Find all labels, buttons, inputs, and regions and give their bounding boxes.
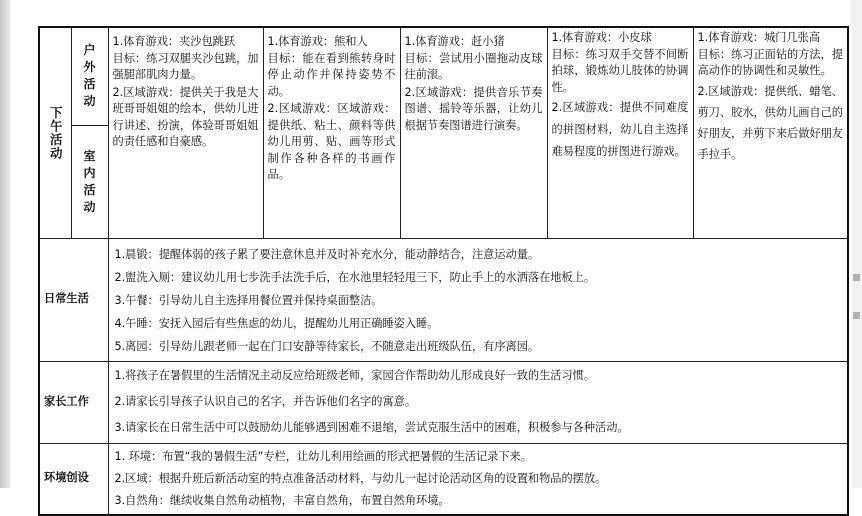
sports-game: 1.体育游戏：城门几张高 <box>697 31 821 44</box>
parents-row <box>39 361 848 443</box>
afternoon-row-outdoor <box>39 27 848 125</box>
list-item: 3.自然角：继续收集自然角动植物，丰富自然角，布置自然角环境。 <box>114 493 450 507</box>
sports-goal: 目标：练习双腿夹沙包跳，加强腿部肌肉力量。 <box>112 51 259 81</box>
parents-header <box>39 361 108 443</box>
activity-day-2 <box>263 27 400 238</box>
environment-content <box>108 443 848 515</box>
sports-goal: 目标：练习正面钻的方法，提高动作的协调性和灵敏性。 <box>697 47 843 77</box>
daily-life-content <box>108 238 848 361</box>
activity-day-5 <box>693 27 848 238</box>
weekly-plan-table <box>38 26 849 516</box>
list-item: 3.请家长在日常生活中可以鼓励幼儿能够遇到困难不退缩，尝试克服生活中的困难，积极参与各种活动。 <box>114 420 629 434</box>
document-page <box>38 26 852 507</box>
area-game: 2.区域游戏：提供关于我是大班哥哥姐姐的绘本，供幼儿进行讲述、扮演，体验哥哥姐姐的责任感和自豪感。 <box>112 85 259 148</box>
activity-day-1 <box>108 27 263 238</box>
scrollbar-marker <box>853 274 860 281</box>
area-game: 2.区域游戏：提供纸、蜡笔、剪刀、胶水，供幼儿画自己的好朋友，并剪下来后做好朋友手拉手。 <box>697 84 843 161</box>
area-game: 2.区域游戏：提供音乐节奏图谱、摇铃等乐器，让幼儿根据节奏图谱进行演奏。 <box>404 85 543 132</box>
list-item: 1. 环境：布置“我的暑假生活”专栏，让幼儿利用绘画的形式把暑假的生活记录下来。 <box>114 449 532 463</box>
environment-label: 环境创设 <box>44 471 89 485</box>
environment-header <box>39 443 108 515</box>
sports-game: 1.体育游戏：小皮球 <box>551 31 652 44</box>
window-left-edge <box>0 0 10 488</box>
indoor-header <box>71 125 108 238</box>
list-item: 5.离园：引导幼儿跟老师一起在门口安静等待家长，不随意走出班级队伍，有序离园。 <box>114 340 540 354</box>
daily-life-label: 日常生活 <box>44 292 89 306</box>
parents-content <box>108 361 848 443</box>
activity-day-4 <box>547 27 693 238</box>
indoor-label: 室内活动 <box>83 148 96 214</box>
daily-life-header <box>39 238 108 361</box>
environment-row <box>39 443 848 515</box>
list-item: 2.盥洗入厕：建议幼儿用七步洗手法洗手后，在水池里轻轻甩三下，防止手上的水洒落在地板上。 <box>114 270 596 284</box>
afternoon-section-header <box>39 27 71 238</box>
sports-game: 1.体育游戏：熊和人 <box>267 35 368 48</box>
sports-goal: 目标：尝试用小圈拖动皮球往前滚。 <box>404 51 543 81</box>
list-item: 1.晨锻：提醒体弱的孩子累了要注意休息并及时补充水分，能动静结合，注意运动量。 <box>114 247 540 261</box>
afternoon-label: 下午活动 <box>48 105 64 160</box>
sports-goal: 目标：练习双手交替不间断拍球，锻炼幼儿肢体的协调性。 <box>551 47 689 94</box>
outdoor-label: 户外活动 <box>83 43 96 109</box>
vertical-scrollbar[interactable] <box>851 0 862 488</box>
scrollbar-marker <box>853 312 860 319</box>
list-item: 1.将孩子在暑假里的生活情况主动反应给班级老师，家园合作帮助幼儿形成良好一致的生活习惯。 <box>114 368 596 382</box>
list-item: 4.午睡：安抚入园后有些焦虑的幼儿，提醒幼儿用正确睡姿入睡。 <box>114 317 439 331</box>
outdoor-header <box>71 27 108 125</box>
parents-label: 家长工作 <box>44 394 89 408</box>
area-game: 2.区域游戏：区域游戏：提供纸、粘土、颜料等供幼儿用剪、贴、画等形式制作各种各样的书画作品。 <box>267 102 396 181</box>
sports-goal: 目标：能在看到熊转身时停止动作并保持姿势不动。 <box>267 51 396 98</box>
sports-game: 1.体育游戏：赶小猪 <box>404 35 505 48</box>
sports-game: 1.体育游戏：夹沙包跳跃 <box>112 35 236 48</box>
list-item: 2.请家长引导孩子认识自己的名字，并告诉他们名字的寓意。 <box>114 394 417 408</box>
activity-day-3 <box>400 27 547 238</box>
list-item: 2.区域：根据升班后新活动室的特点准备活动材料，与幼儿一起讨论活动区角的设置和物品的摆放。 <box>114 471 607 485</box>
daily-life-row <box>39 238 848 361</box>
area-game: 2.区域游戏：提供不同难度的拼图材料，幼儿自主选择难易程度的拼图进行游戏。 <box>551 101 689 158</box>
list-item: 3.午餐：引导幼儿自主选择用餐位置并保持桌面整洁。 <box>114 293 383 307</box>
